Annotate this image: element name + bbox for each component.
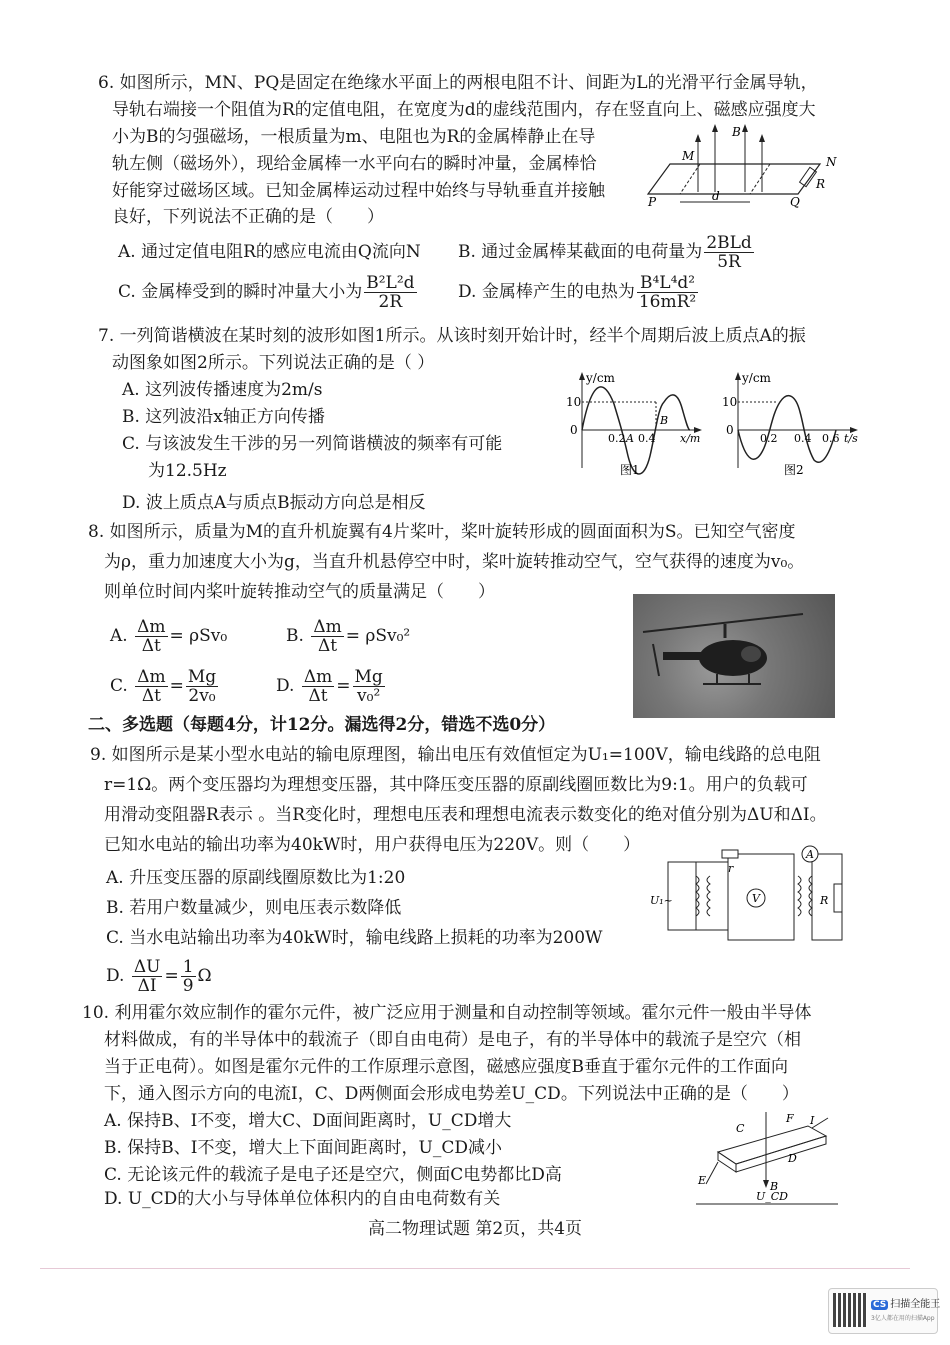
q9-fig-a: A bbox=[806, 848, 814, 861]
q8-option-b bbox=[286, 614, 410, 658]
q10-option-d: D. U_CD的大小与导体单位体积内的自由电荷数有关 bbox=[104, 1189, 501, 1209]
q8-option-d-den: Δt bbox=[308, 686, 328, 706]
q8-option-b-den: Δt bbox=[317, 636, 338, 656]
q7-fig2-xlabel: t/s bbox=[844, 432, 858, 445]
q10-option-a: A. 保持B、I不变，增大C、D面间距离时，U_CD增大 bbox=[104, 1111, 512, 1131]
q10-option-b: B. 保持B、I不变，增大上下面间距离时，U_CD减小 bbox=[104, 1138, 502, 1158]
q9-line-3: 用滑动变阻器R表示 。当R变化时，理想电压表和理想电流表示数变化的绝对值分别为ΔU和ΔI。 bbox=[104, 805, 827, 825]
q8-option-a-den: Δt bbox=[141, 636, 161, 656]
q6-option-b-num: 2BLd bbox=[706, 233, 752, 253]
q7-figure-1 bbox=[560, 368, 710, 480]
q6-fig-P: P bbox=[648, 195, 657, 209]
q6-fig-M: M bbox=[682, 149, 695, 163]
q7-fig1-ylabel: y/cm bbox=[586, 371, 615, 385]
page-footer: 高二物理试题 第2页，共4页 bbox=[367, 1219, 583, 1239]
q8-option-a-num: Δm bbox=[137, 617, 166, 637]
q10-hall-figure bbox=[688, 1108, 848, 1212]
q9-option-c: C. 当水电站输出功率为40kW时，输电线路上损耗的功率为200W bbox=[106, 928, 603, 948]
q7-option-c-1: C. 与该波发生干涉的另一列简谐横波的频率有可能 bbox=[122, 434, 503, 454]
q9-option-d-fraction bbox=[132, 958, 163, 995]
q9-line-1: 9. 如图所示是某小型水电站的输电原理图，输出电压有效值恒定为U₁=100V，输电线路的总电阻 bbox=[90, 745, 821, 765]
q8-option-c-den: Δt bbox=[141, 686, 161, 706]
scanner-brand bbox=[871, 1295, 940, 1310]
q8-option-d-rnum: Mg bbox=[354, 667, 383, 687]
q6-option-d-fraction bbox=[637, 274, 698, 311]
q8-option-d: D. $\frac{\Delta m}{\Delta t}$ = $\frac{Mg}{\text{v₀²}}$ bbox=[276, 667, 383, 706]
q10-fig-e: E bbox=[698, 1174, 707, 1187]
q8-option-b-num: Δm bbox=[313, 617, 342, 637]
q8-option-c-rfraction bbox=[186, 668, 218, 705]
q9-line-4: 已知水电站的输出功率为40kW时，用户获得电压为220V。则（ ） bbox=[104, 835, 641, 855]
helicopter-photo bbox=[633, 594, 835, 718]
cs-logo-icon: CS bbox=[873, 1300, 887, 1310]
q9-fig-u1: U₁~ bbox=[650, 894, 673, 907]
q6-line-6: 良好，下列说法不正确的是（ ） bbox=[112, 207, 384, 227]
q9-fig-r: r bbox=[728, 862, 734, 875]
q7-fig1-tick-2: 0.4 bbox=[638, 432, 656, 445]
q9-option-d-rnum: 1 bbox=[182, 957, 194, 977]
q9-circuit-figure bbox=[648, 840, 858, 950]
q8-option-d-rden: v₀² bbox=[357, 686, 381, 706]
q8-option-c-rnum: Mg bbox=[187, 667, 217, 687]
q8-option-c-rden: 2v₀ bbox=[188, 686, 216, 706]
q9-option-d-label: D. bbox=[106, 966, 125, 986]
q6-option-c bbox=[118, 270, 419, 314]
scanner-tagline: 3亿人都在用的扫描App bbox=[871, 1315, 935, 1322]
page-divider bbox=[40, 1268, 910, 1269]
q7-figure-2 bbox=[716, 368, 866, 480]
q7-fig1-caption: 图1 bbox=[620, 463, 640, 477]
q6-option-b-fraction bbox=[704, 234, 753, 271]
q7-fig1-tick-1: 0.2 bbox=[608, 432, 626, 445]
q6-option-b-text: B. 通过金属棒某截面的电荷量为 bbox=[458, 242, 703, 262]
q6-option-d-num: B⁴L⁴d² bbox=[637, 274, 698, 293]
q6-fig-N: N bbox=[826, 155, 837, 169]
q9-fig-R: R bbox=[820, 894, 829, 907]
q8-option-c-label: C. bbox=[110, 676, 128, 696]
q9-option-d bbox=[106, 954, 212, 998]
q6-fig-d: d bbox=[712, 189, 720, 203]
q10-line-4: 下，通入图示方向的电流I，C、D两侧面会形成电势差U_CD。下列说法中正确的是（ ） bbox=[104, 1084, 799, 1104]
q8-option-a-label: A. bbox=[110, 626, 128, 646]
q6-option-b bbox=[458, 230, 756, 274]
q7-option-a: A. 这列波传播速度为2m/s bbox=[122, 380, 323, 400]
q10-fig-ucd: U_CD bbox=[756, 1190, 789, 1203]
q10-option-c: C. 无论该元件的载流子是电子还是空穴，侧面C电势都比D高 bbox=[104, 1165, 562, 1185]
q9-option-d-num: ΔU bbox=[133, 957, 161, 977]
q6-line-3: 小为B的匀强磁场，一根质量为m、电阻也为R的金属棒静止在导 bbox=[112, 127, 596, 147]
helicopter-icon bbox=[633, 594, 835, 718]
qr-code-icon bbox=[833, 1293, 867, 1327]
q7-fig1-xlabel: x/m bbox=[680, 432, 701, 445]
q10-fig-c: C bbox=[736, 1122, 745, 1135]
q6-option-c-text: C. 金属棒受到的瞬时冲量大小为 bbox=[118, 282, 363, 302]
q9-option-d-unit: Ω bbox=[197, 966, 212, 986]
q9-option-a: A. 升压变压器的原副线圈原数比为1:20 bbox=[106, 868, 406, 888]
q8-option-a bbox=[110, 614, 227, 658]
q8-option-d-rfraction bbox=[353, 668, 385, 705]
q9-option-d-eq: = bbox=[164, 966, 179, 986]
q6-option-b-den: 5R bbox=[717, 252, 741, 272]
q9-line-2: r=1Ω。两个变压器均为理想变压器，其中降压变压器的原副线圈匝数比为9:1。用户的负载可 bbox=[104, 775, 808, 795]
q10-fig-f: F bbox=[786, 1112, 794, 1125]
q7-fig1-zero: 0 bbox=[570, 423, 578, 437]
q9-option-d-rden: 9 bbox=[182, 976, 194, 996]
q8-option-a-fraction bbox=[135, 618, 167, 655]
q9-option-d-den: ΔI bbox=[137, 976, 157, 996]
scanner-watermark bbox=[828, 1288, 941, 1334]
q6-option-c-num: B²L²d bbox=[366, 273, 415, 293]
q7-line-2: 动图象如图2所示。下列说法正确的是（ ） bbox=[112, 353, 435, 373]
q6-fig-Q: Q bbox=[790, 195, 800, 209]
q8-option-c-fraction bbox=[135, 668, 167, 705]
q7-option-b: B. 这列波沿x轴正方向传播 bbox=[122, 407, 325, 427]
q7-fig1-A: A bbox=[626, 432, 634, 445]
q6-option-c-den: 2R bbox=[378, 292, 403, 312]
q6-fig-R: R bbox=[816, 177, 826, 191]
q7-fig2-tick-3: 0.6 bbox=[822, 432, 840, 445]
q8-line-1: 8. 如图所示，质量为M的直升机旋翼有4片桨叶，桨叶旋转形成的圆面面积为S。已知空气密度 bbox=[88, 522, 796, 542]
q8-option-b-fraction bbox=[311, 618, 343, 655]
q8-option-d-fraction bbox=[302, 668, 334, 705]
q6-line-5: 好能穿过磁场区域。已知金属棒运动过程中始终与导轨垂直并接触 bbox=[112, 181, 605, 201]
q10-fig-i: I bbox=[810, 1114, 815, 1127]
q6-option-a: A. 通过定值电阻R的感应电流由Q流向N bbox=[118, 242, 421, 262]
q7-fig2-tick-2: 0.4 bbox=[794, 432, 812, 445]
q6-line-2: 导轨右端接一个阻值为R的定值电阻，在宽度为d的虚线范围内，存在竖直向上、磁感应强度大 bbox=[112, 100, 816, 120]
q8-option-c-num: Δm bbox=[137, 667, 166, 687]
q10-line-1: 10. 利用霍尔效应制作的霍尔元件，被广泛应用于测量和自动控制等领域。霍尔元件一般由半导体 bbox=[82, 1003, 812, 1023]
q7-fig2-zero: 0 bbox=[726, 423, 734, 437]
q7-option-d: D. 波上质点A与质点B振动方向总是相反 bbox=[122, 493, 426, 513]
q8-option-c: C. $\frac{\Delta m}{\Delta t}$ = $\frac{Mg}{\text{2v₀}}$ bbox=[110, 667, 217, 706]
q9-option-d-rfraction bbox=[181, 958, 196, 995]
q6-fig-B: B bbox=[732, 125, 741, 139]
q7-option-c-2: 为12.5Hz bbox=[148, 461, 227, 481]
q6-line-1: 6. 如图所示，MN、PQ是固定在绝缘水平面上的两根电阻不计、间距为L的光滑平行金属导轨， bbox=[98, 73, 818, 93]
q7-fig1-y10: 10 bbox=[566, 395, 582, 409]
q8-option-b-label: B. bbox=[286, 626, 304, 646]
q8-option-d-label: D. bbox=[276, 676, 295, 696]
q6-option-d-den: 16mR² bbox=[638, 292, 697, 312]
q10-fig-b: B bbox=[770, 1180, 779, 1193]
q10-line-2: 材料做成，有的半导体中的载流子（即自由电荷）是电子，有的半导体中的载流子是空穴（相 bbox=[104, 1030, 801, 1050]
q7-fig2-tick-1: 0.2 bbox=[760, 432, 778, 445]
section-2-heading: 二、多选题（每题4分，计12分。漏选得2分，错选不选0分） bbox=[88, 715, 556, 735]
q7-fig2-ylabel: y/cm bbox=[742, 371, 771, 385]
q8-option-d-num: Δm bbox=[303, 667, 333, 687]
q6-option-d-text: D. 金属棒产生的电热为 bbox=[458, 282, 635, 302]
q6-line-4: 轨左侧（磁场外），现给金属棒一水平向右的瞬时冲量，金属棒恰 bbox=[112, 154, 597, 174]
q9-fig-v: V bbox=[752, 892, 760, 905]
q6-option-c-fraction bbox=[364, 274, 416, 311]
q9-option-b: B. 若用户数量减少，则电压表示数降低 bbox=[106, 898, 402, 918]
q8-line-2: 为ρ，重力加速度大小为g，当直升机悬停空中时，桨叶旋转推动空气，空气获得的速度为v₀。 bbox=[104, 552, 805, 572]
q6-option-d bbox=[458, 270, 700, 314]
q7-fig2-y10: 10 bbox=[722, 395, 738, 409]
q8-line-3: 则单位时间内桨叶旋转推动空气的质量满足（ ） bbox=[104, 582, 495, 602]
q10-fig-d: D bbox=[788, 1152, 797, 1165]
q7-fig1-B: B bbox=[660, 414, 669, 427]
q10-line-3: 当于正电荷）。如图是霍尔元件的工作原理示意图，磁感应强度B垂直于霍尔元件的工作面向 bbox=[104, 1057, 788, 1077]
q8-option-b-rhs: = ρSv₀² bbox=[345, 626, 411, 646]
q7-fig2-caption: 图2 bbox=[784, 463, 804, 477]
q6-rail-figure bbox=[640, 122, 840, 212]
scanner-name: 扫描全能王 bbox=[890, 1299, 941, 1310]
q8-option-a-rhs: = ρSv₀ bbox=[169, 626, 228, 646]
q7-line-1: 7. 一列简谐横波在某时刻的波形如图1所示。从该时刻开始计时，经半个周期后波上质点A的振 bbox=[98, 326, 806, 346]
